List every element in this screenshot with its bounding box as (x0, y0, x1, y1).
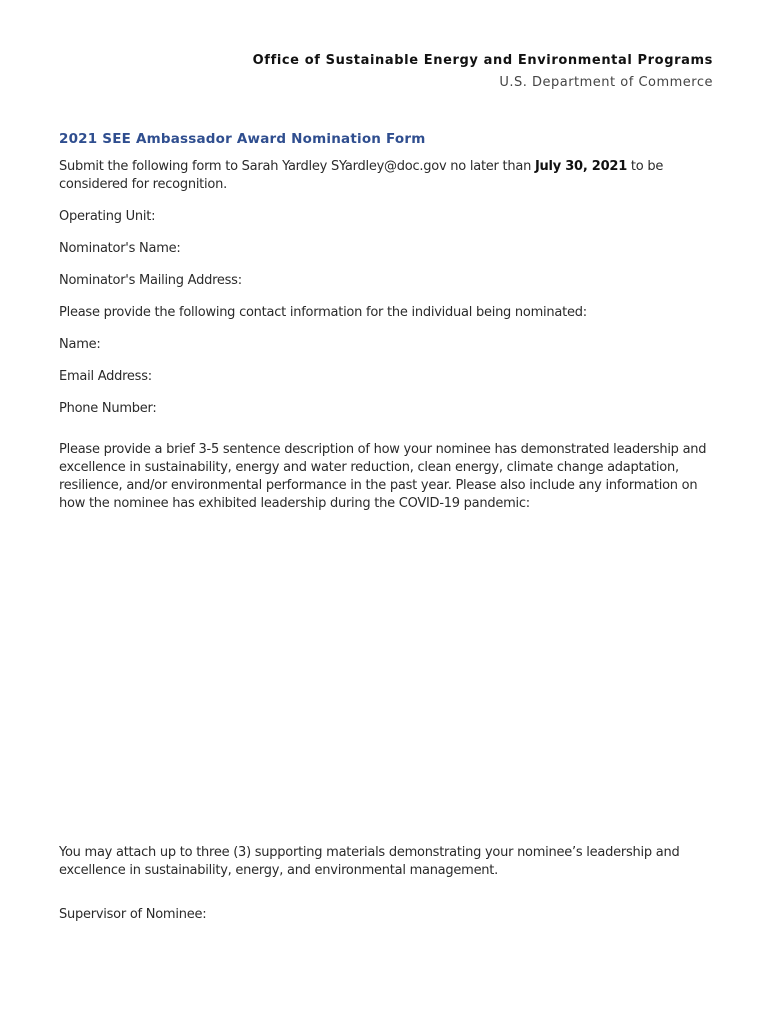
operating-unit-label: Operating Unit: (59, 209, 156, 224)
letterhead (253, 52, 713, 92)
description-prompt: Please provide a brief 3-5 sentence description of how your nominee has demonstrated leadership and excellence in sustainability, energy and water reduction, clean energy, climate change adaptation, resilience, and/or environmental performance in the past year. Please also include any information on how the nominee has exhibited leadership during the COVID-19 pandemic: (59, 442, 707, 511)
office-name: Office of Sustainable Energy and Environmental Programs (252, 53, 713, 68)
supervisor-label: Supervisor of Nominee: (59, 907, 207, 922)
department-name: U.S. Department of Commerce (499, 75, 713, 90)
nominee-email-label: Email Address: (59, 369, 152, 384)
form-title: 2021 SEE Ambassador Award Nomination Form (59, 131, 426, 147)
nominator-address-label: Nominator's Mailing Address: (59, 273, 242, 288)
description-response-area (59, 513, 719, 844)
intro-paragraph (59, 158, 719, 194)
attachment-note: You may attach up to three (3) supporting materials demonstrating your nominee’s leadership and excellence in sustainability, energy, and environmental management. (59, 845, 680, 878)
intro-text-pre: Submit the following form to Sarah Yardley SYardley@doc.gov no later than (59, 159, 532, 174)
nominee-phone-label: Phone Number: (59, 401, 157, 416)
nominator-name-label: Nominator's Name: (59, 241, 181, 256)
form-body (59, 130, 719, 924)
deadline-date: July 30, 2021 (534, 159, 627, 174)
contact-info-prompt: Please provide the following contact information for the individual being nominated: (59, 305, 587, 320)
intro-text-post: to be considered for recognition. (59, 159, 664, 192)
nominee-name-label: Name: (59, 337, 101, 352)
